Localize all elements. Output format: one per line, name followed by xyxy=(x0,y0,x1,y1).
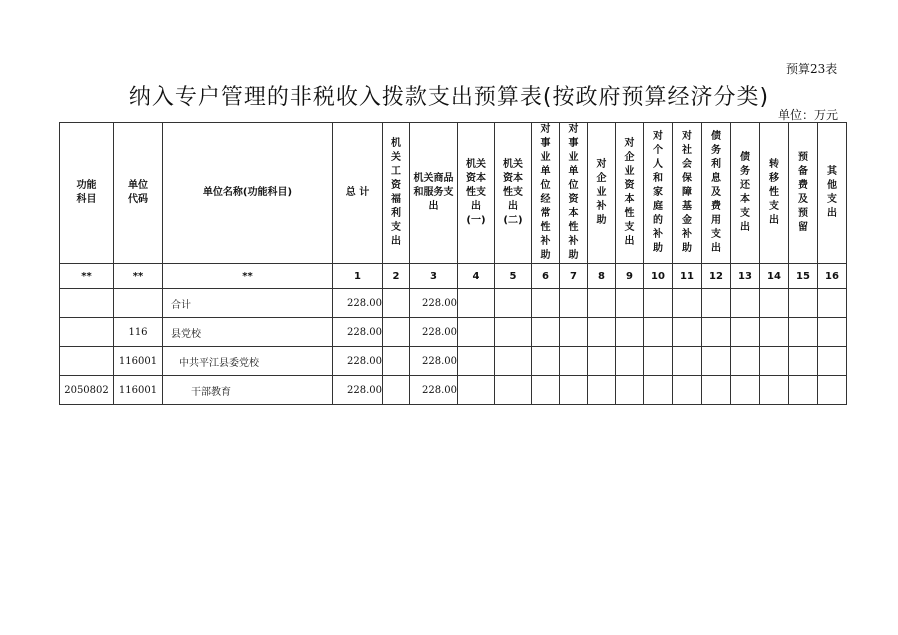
func-code-cell xyxy=(60,347,114,376)
empty-cell xyxy=(818,318,847,347)
header-c5: 机关资本性支出(二) xyxy=(495,123,532,264)
index-cell: 11 xyxy=(673,264,702,289)
empty-cell xyxy=(760,289,789,318)
empty-cell xyxy=(731,347,760,376)
empty-cell xyxy=(458,318,495,347)
index-cell: 15 xyxy=(789,264,818,289)
empty-cell xyxy=(588,347,616,376)
unit-code-cell: 116001 xyxy=(114,347,163,376)
func-code-cell xyxy=(60,289,114,318)
empty-cell xyxy=(789,347,818,376)
unit-code-cell: 116001 xyxy=(114,376,163,405)
c3-cell: 228.00 xyxy=(410,347,458,376)
empty-cell xyxy=(673,347,702,376)
empty-cell xyxy=(588,376,616,405)
header-c11: 对社会保障基金补助 xyxy=(673,123,702,264)
empty-cell xyxy=(560,376,588,405)
total-cell: 228.00 xyxy=(333,318,383,347)
empty-cell xyxy=(495,318,532,347)
index-cell: 3 xyxy=(410,264,458,289)
empty-cell xyxy=(760,347,789,376)
header-c15: 预备费及预留 xyxy=(789,123,818,264)
header-c9: 对企业资本性支出 xyxy=(616,123,644,264)
empty-cell xyxy=(731,289,760,318)
header-c8: 对企业补助 xyxy=(588,123,616,264)
header-c12: 债务利息及费用支出 xyxy=(702,123,731,264)
index-cell: 1 xyxy=(333,264,383,289)
empty-cell xyxy=(644,347,673,376)
empty-cell xyxy=(673,318,702,347)
unit-name-cell: 县党校 xyxy=(163,318,333,347)
empty-cell xyxy=(458,376,495,405)
empty-cell xyxy=(495,376,532,405)
empty-cell xyxy=(702,376,731,405)
index-cell: 10 xyxy=(644,264,673,289)
empty-cell xyxy=(760,318,789,347)
header-func: 功能科目 xyxy=(60,123,114,264)
index-cell: 6 xyxy=(532,264,560,289)
index-cell: ** xyxy=(163,264,333,289)
header-c6: 对事业单位经常性补助 xyxy=(532,123,560,264)
c3-cell: 228.00 xyxy=(410,318,458,347)
empty-cell xyxy=(760,376,789,405)
header-unit-name: 单位名称(功能科目) xyxy=(163,123,333,264)
header-c4: 机关资本性支出(一) xyxy=(458,123,495,264)
total-cell: 228.00 xyxy=(333,347,383,376)
index-cell: 7 xyxy=(560,264,588,289)
empty-cell xyxy=(532,289,560,318)
empty-cell xyxy=(789,318,818,347)
index-cell: 14 xyxy=(760,264,789,289)
header-c3: 机关商品和服务支出 xyxy=(410,123,458,264)
index-cell: 8 xyxy=(588,264,616,289)
table-row-unit xyxy=(60,318,847,347)
c2-cell xyxy=(383,289,410,318)
total-cell: 228.00 xyxy=(333,376,383,405)
empty-cell xyxy=(673,289,702,318)
empty-cell xyxy=(458,347,495,376)
empty-cell xyxy=(588,289,616,318)
page-title: 纳入专户管理的非税收入拨款支出预算表(按政府预算经济分类) xyxy=(128,85,770,110)
index-cell: ** xyxy=(114,264,163,289)
header-c2: 机关工资福利支出 xyxy=(383,123,410,264)
header-unit-code: 单位代码 xyxy=(114,123,163,264)
unit-code-cell xyxy=(114,289,163,318)
total-cell: 228.00 xyxy=(333,289,383,318)
c2-cell xyxy=(383,376,410,405)
empty-cell xyxy=(532,376,560,405)
index-cell: 13 xyxy=(731,264,760,289)
form-number: 预算23表 xyxy=(786,62,838,76)
empty-cell xyxy=(495,347,532,376)
empty-cell xyxy=(616,376,644,405)
empty-cell xyxy=(644,289,673,318)
empty-cell xyxy=(532,318,560,347)
empty-cell xyxy=(702,289,731,318)
budget-table xyxy=(59,122,847,405)
empty-cell xyxy=(560,347,588,376)
unit-code-cell: 116 xyxy=(114,318,163,347)
table-row-total xyxy=(60,289,847,318)
c3-cell: 228.00 xyxy=(410,376,458,405)
unit-name-cell: 干部教育 xyxy=(163,376,333,405)
header-c14: 转移性支出 xyxy=(760,123,789,264)
empty-cell xyxy=(588,318,616,347)
c2-cell xyxy=(383,318,410,347)
header-c7: 对事业单位资本性补助 xyxy=(560,123,588,264)
header-row xyxy=(60,123,847,264)
empty-cell xyxy=(702,347,731,376)
empty-cell xyxy=(731,318,760,347)
index-cell: 5 xyxy=(495,264,532,289)
empty-cell xyxy=(560,318,588,347)
empty-cell xyxy=(644,376,673,405)
empty-cell xyxy=(789,376,818,405)
c3-cell: 228.00 xyxy=(410,289,458,318)
header-total: 总 计 xyxy=(333,123,383,264)
table-row-subunit xyxy=(60,347,847,376)
header-c13: 债务还本支出 xyxy=(731,123,760,264)
empty-cell xyxy=(560,289,588,318)
index-cell: 16 xyxy=(818,264,847,289)
func-code-cell: 2050802 xyxy=(60,376,114,405)
index-cell: ** xyxy=(60,264,114,289)
empty-cell xyxy=(532,347,560,376)
empty-cell xyxy=(673,376,702,405)
empty-cell xyxy=(818,289,847,318)
empty-cell xyxy=(702,318,731,347)
empty-cell xyxy=(644,318,673,347)
empty-cell xyxy=(789,289,818,318)
empty-cell xyxy=(495,289,532,318)
empty-cell xyxy=(731,376,760,405)
c2-cell xyxy=(383,347,410,376)
unit-label: 单位：万元 xyxy=(778,108,839,122)
index-cell: 4 xyxy=(458,264,495,289)
empty-cell xyxy=(616,347,644,376)
index-cell: 12 xyxy=(702,264,731,289)
index-row xyxy=(60,264,847,289)
header-c10: 对个人和家庭的补助 xyxy=(644,123,673,264)
table-row-function xyxy=(60,376,847,405)
empty-cell xyxy=(818,347,847,376)
index-cell: 9 xyxy=(616,264,644,289)
empty-cell xyxy=(818,376,847,405)
unit-name-cell: 合计 xyxy=(163,289,333,318)
empty-cell xyxy=(616,318,644,347)
empty-cell xyxy=(616,289,644,318)
index-cell: 2 xyxy=(383,264,410,289)
unit-name-cell: 中共平江县委党校 xyxy=(163,347,333,376)
func-code-cell xyxy=(60,318,114,347)
empty-cell xyxy=(458,289,495,318)
header-c16: 其他支出 xyxy=(818,123,847,264)
